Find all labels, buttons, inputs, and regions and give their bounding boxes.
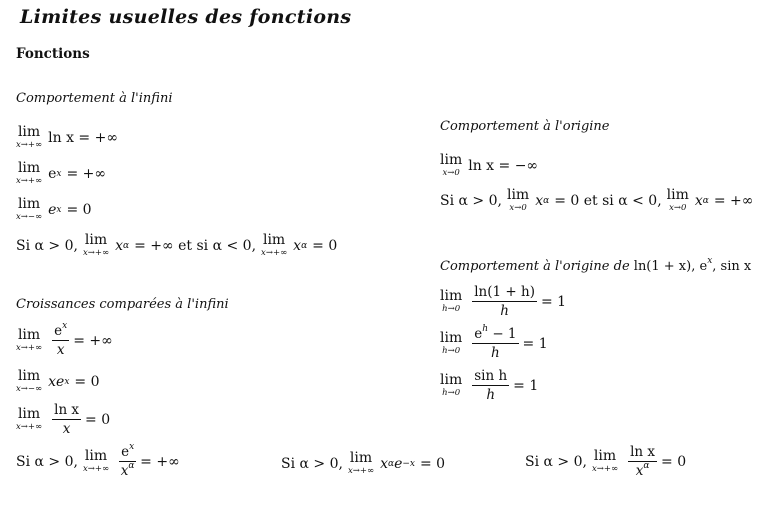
subsection-growth: Croissances comparées à l'infini — [16, 297, 229, 312]
formula-exph-minus-1: lim h→0 $\frac{e^h - 1}{h}$ = 1 — [440, 324, 548, 361]
formula-lnx-over-xalpha: Si α > 0, lim x→+∞ $\frac{\text{ln x}}{x^\alpha}$ = 0 — [525, 444, 687, 479]
formula-exp-plus-infinity: lim x→+∞ e x = +∞ — [16, 160, 107, 186]
formula-power-origin: Si α > 0, lim x→0 x α = 0 et si α < 0, lim x→0 x α = +∞ — [440, 187, 754, 213]
formula-ln1plush: lim h→0 $\frac{\ln(1 + h)}{h}$ = 1 — [440, 284, 567, 319]
formula-power-infinity: Si α > 0, lim x→+∞ x α = +∞ et si α < 0, lim x→+∞ x α = 0 — [16, 232, 338, 258]
subsection-infinity: Comportement à l'infini — [16, 91, 173, 106]
formula-xalpha-exp-minus-x: Si α > 0, lim x→+∞ x α e −x = 0 — [281, 450, 446, 476]
page-title: Limites usuelles des fonctions — [20, 6, 352, 28]
formula-lnx-over-x: lim x→+∞ $\frac{\text{ln x}}{x}$ = 0 — [16, 402, 111, 437]
formula-ln-infinity: lim x→+∞ ln x = +∞ — [16, 124, 118, 150]
section-heading: Fonctions — [16, 46, 90, 62]
formula-exp-minus-infinity: lim x→−∞ e x = 0 — [16, 196, 92, 222]
formula-ln-origin: lim x→0 ln x = −∞ — [440, 152, 539, 178]
formula-sinh: lim h→0 $\frac{\text{sin h}}{h}$ = 1 — [440, 368, 539, 403]
formula-x-exp: lim x→−∞ xe x = 0 — [16, 368, 100, 394]
subsection-origin: Comportement à l'origine — [440, 119, 610, 134]
subsection-origin-special: Comportement à l'origine de ln(1 + x), $e^x$, sin x — [440, 256, 752, 274]
formula-exp-over-xalpha: Si α > 0, lim x→+∞ $\frac{e^x}{x^\alpha}$ = +∞ — [16, 442, 180, 479]
formula-exp-over-x: lim x→+∞ $\frac{e^x}{x}$ = +∞ — [16, 321, 113, 358]
